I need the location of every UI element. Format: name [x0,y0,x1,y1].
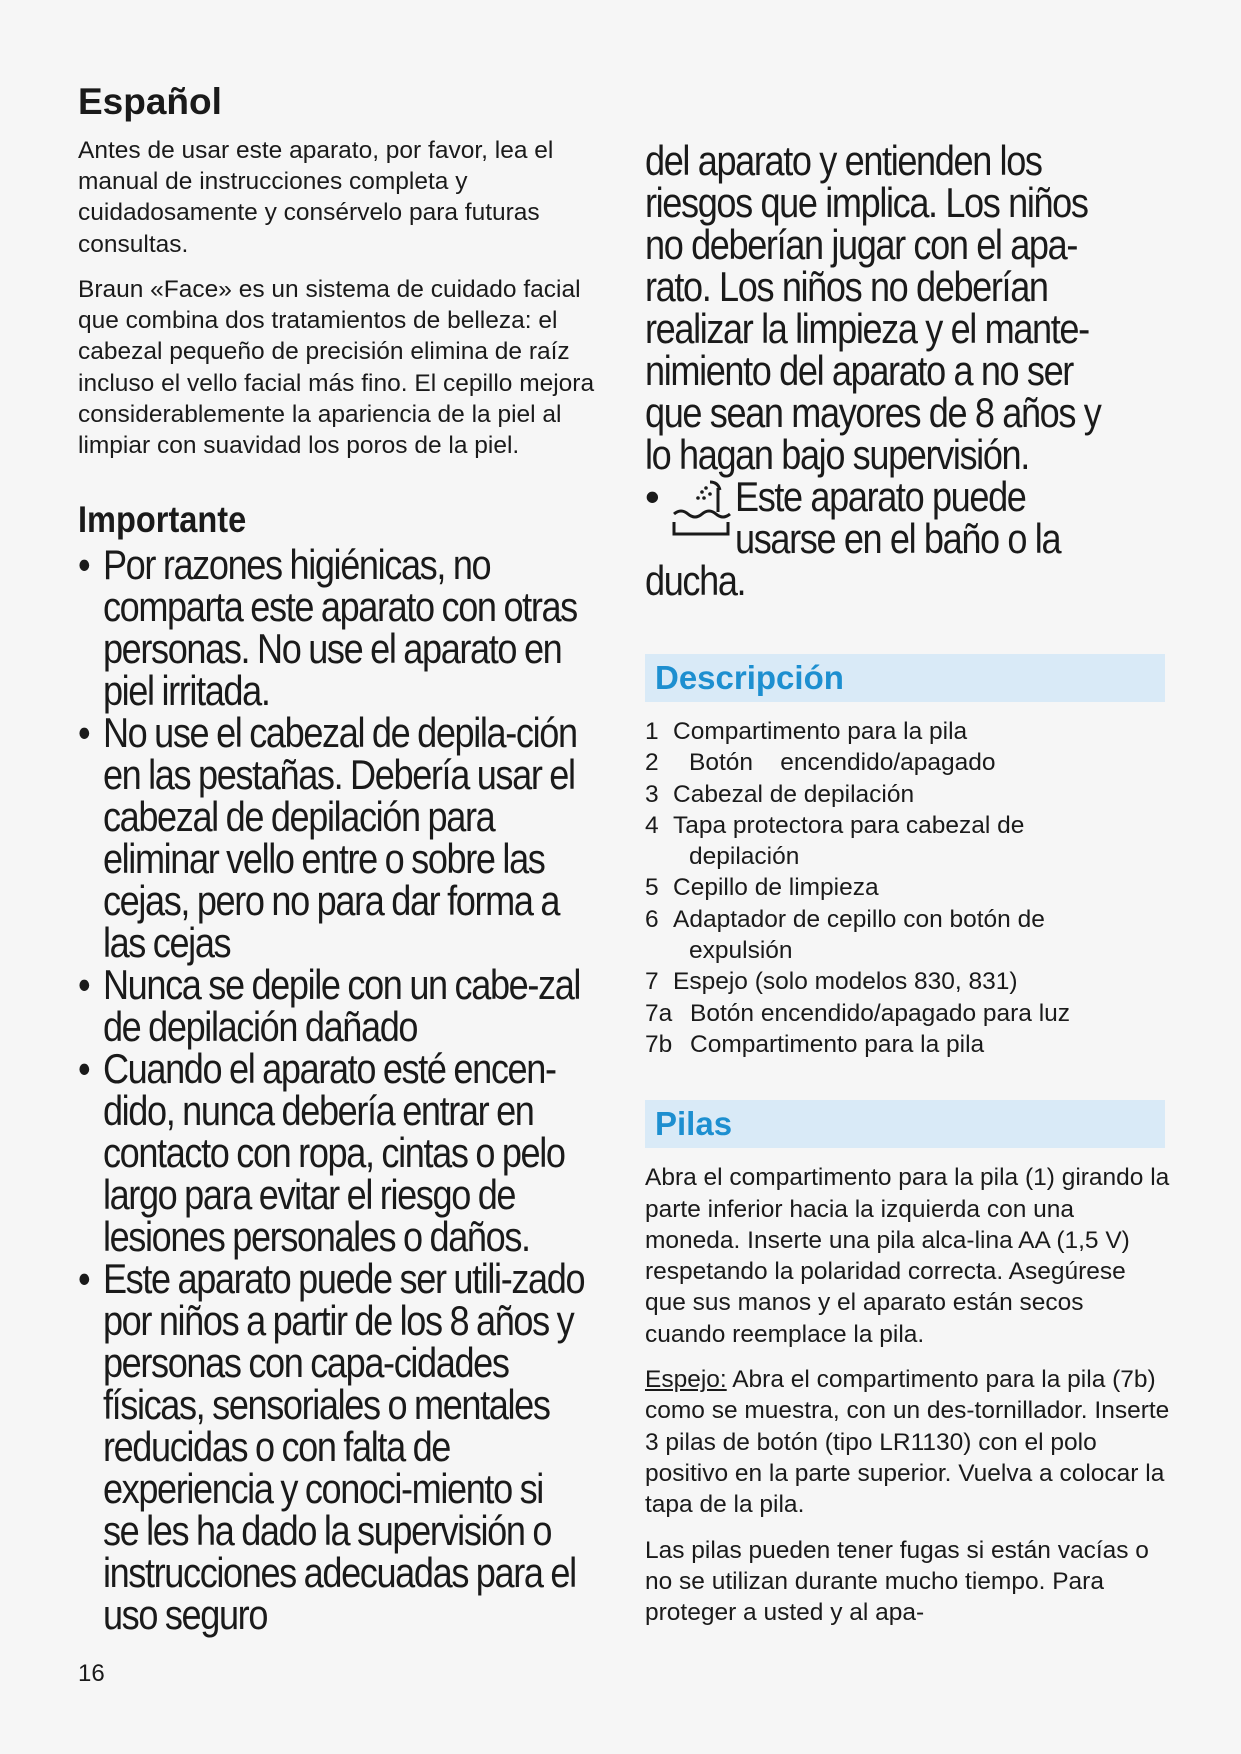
parts-list [645,716,1170,1060]
important-list [78,540,618,1638]
important-item: • Cuando el aparato esté encen-dido, nunca debería entrar en contacto con ropa, cintas o pelo largo para evitar el riesgo de lesiones personales o daños. [78,1044,565,1260]
language-title: Español [78,81,222,122]
intro-paragraph: Antes de usar este aparato, por favor, lea el manual de instrucciones completa y cuidadosamente y consérvelo para futuras consultas. [78,136,554,258]
bullet-icon: • [78,708,90,756]
parts-list-item: 7 Espejo (solo modelos 830, 831) [645,968,1018,996]
important-item: • Este aparato puede ser utili-zado por niños a partir de los 8 años y personas con capa-cidades físicas, sensoriales o mentales reducidas o con falta de experiencia y conoci-miento si se les ha dado la supervisión o instrucciones adecuadas para el uso seguro [78,1254,585,1638]
important-heading: Importante [78,498,247,540]
espejo-label: Espejo: [645,1366,727,1394]
left-column [78,82,618,1636]
pilas-leak-paragraph: Las pilas pueden tener fugas si están vacías o no se utilizan durante mucho tiempo. Para proteger a usted y al apa- [645,1536,1149,1627]
pilas-paragraph: Abra el compartimento para la pila (1) girando la parte inferior hacia la izquierda con una moneda. Inserte una pila alca-lina AA (1,5 V) respetando la polaridad correcta. Asegúrese que sus manos y el aparato están secos cuando reemplace la pila. [645,1164,1170,1348]
page-number: 16 [78,1660,105,1687]
parts-list-item: 4 Tapa protectora para cabezal de depilación [645,811,1025,871]
bath-text-line: Este aparato puede [735,473,1026,520]
parts-list-item: 2 Botón encendido/apagado [645,749,996,777]
bullet-icon: • [78,1254,90,1302]
bullet-icon: • [78,960,90,1008]
parts-list-item: 1 Compartimento para la pila [645,718,968,745]
bullet-icon: • [78,1044,90,1092]
right-column [645,137,1170,1628]
bath-text-line: usarse en el baño o la [735,515,1061,562]
important-item: • Nunca se depile con un cabe-zal de depilación dañado [78,960,581,1050]
section-heading-descripcion: Descripción [645,654,1165,702]
espejo-paragraph: Espejo: Abra el compartimento para la pila (7b) como se muestra, con un des-tornillador. Inserte 3 pilas de botón (tipo LR1130) con el polo positivo en la parte superior. Vuelva a colocar la tapa de la pila. [645,1366,1170,1519]
parts-list-item: 5 Cepillo de limpieza [645,874,879,902]
important-item: • No use el cabezal de depila-ción en las pestañas. Debería usar el cabezal de depilación para eliminar vello entre o sobre las cejas, pero no para dar forma a las cejas [78,708,577,966]
important-continued: del aparato y entienden los riesgos que implica. Los niños no deberían jugar con el apa-rato. Los niños no deberían realizar la limpieza y el mante-nimiento del aparato a no ser que sean mayores de 8 años y lo hagan bajo supervisión. [645,137,1101,478]
important-item: • Por razones higiénicas, no comparta este aparato con otras personas. No use el aparato en piel irritada. [78,540,577,714]
bath-warning [645,473,1170,562]
product-description-paragraph: Braun «Face» es un sistema de cuidado facial que combina dos tratamientos de belleza: el cabezal pequeño de precisión elimina de raíz incluso el vello facial más fino. El cepillo mejora considerablemente la apariencia de la piel al limpiar con suavidad los poros de la piel. [78,275,595,460]
parts-list-item: 6 Adaptador de cepillo con botón de expulsión [645,905,1045,965]
parts-list-item: 7b Compartimento para la pila [645,1030,985,1058]
parts-list-item: 3 Cabezal de depilación [645,780,915,808]
bullet-icon: • [645,473,660,520]
parts-list-item: 7a Botón encendido/apagado para luz [645,999,1071,1027]
bullet-icon: • [78,540,90,588]
bath-text-line: ducha. [645,557,746,604]
bath-shower-icon [672,478,732,540]
section-heading-pilas: Pilas [645,1100,1165,1148]
